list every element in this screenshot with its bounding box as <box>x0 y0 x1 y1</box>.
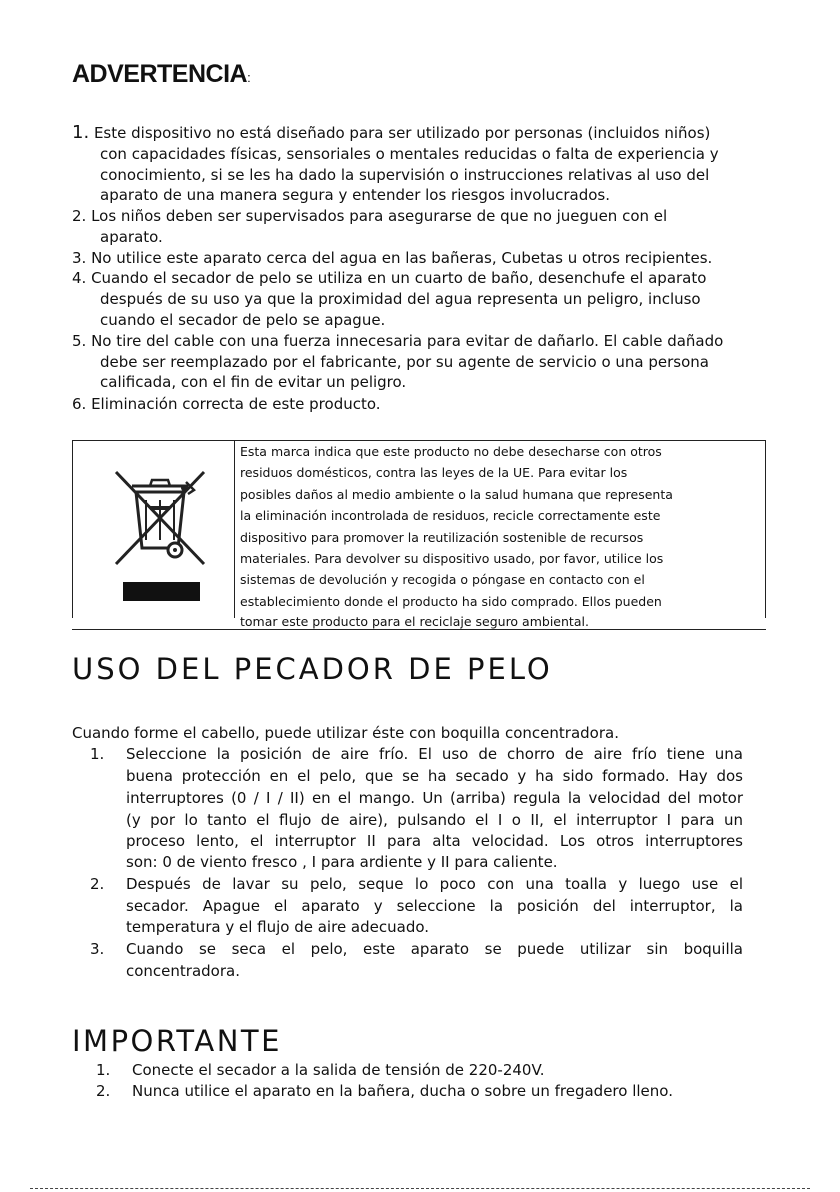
usage-item-line: son: 0 de viento fresco , I para ardiente y II para caliente. <box>126 853 558 871</box>
table-border-right <box>765 440 766 618</box>
warning-line <box>72 248 712 268</box>
disposal-text-line: posibles daños al medio ambiente o la salud humana que representa <box>240 487 673 502</box>
crossed-out-wheelie-bin-icon <box>110 468 210 604</box>
usage-item-line: secador. Apague el aparato y seleccione la posición del interruptor, la <box>126 897 743 915</box>
usage-item-number: 2. <box>90 875 105 893</box>
important-heading: IMPORTANTE <box>72 1024 282 1058</box>
usage-item-number: 1. <box>90 745 105 763</box>
usage-item-line: Cuando se seca el pelo, este aparato se puede utilizar sin boquilla <box>126 940 743 958</box>
warning-title: ADVERTENCIA <box>72 60 248 88</box>
important-item-number: 1. <box>96 1061 111 1079</box>
warning-line-number: 2. <box>72 207 87 225</box>
usage-item-line: temperatura y el flujo de aire adecuado. <box>126 918 430 936</box>
important-item-number: 2. <box>96 1082 111 1100</box>
warning-line: conocimiento, si se les ha dado la supervisión o instrucciones relativas al uso del <box>100 166 710 184</box>
warning-line: cuando el secador de pelo se apague. <box>100 311 386 329</box>
warning-line-text: Este dispositivo no está diseñado para ser utilizado por personas (incluidos niños) <box>89 124 711 142</box>
warning-colon: : <box>247 70 251 85</box>
page-bottom-rule <box>30 1188 810 1189</box>
warning-line-text: Cuando el secador de pelo se utiliza en un cuarto de baño, desenchufe el aparato <box>86 269 707 287</box>
warning-line-text: No tire del cable con una fuerza innecesaria para evitar de dañarlo. El cable dañado <box>86 332 724 350</box>
warning-line <box>72 394 381 414</box>
warning-line-text: No utilice este aparato cerca del agua en las bañeras, Cubetas u otros recipientes. <box>86 249 713 267</box>
warning-line-number: 1. <box>72 122 90 143</box>
warning-line: después de su uso ya que la proximidad del agua representa un peligro, incluso <box>100 290 701 308</box>
warning-line: con capacidades físicas, sensoriales o mentales reducidas o falta de experiencia y <box>100 145 719 163</box>
important-item-text: Nunca utilice el aparato en la bañera, ducha o sobre un fregadero lleno. <box>132 1082 673 1100</box>
warning-line <box>72 268 706 288</box>
usage-item-line: proceso lento, el interruptor II para alta velocidad. Los otros interruptores <box>126 832 743 850</box>
warning-line-number: 5. <box>72 332 87 350</box>
disposal-text-line: residuos domésticos, contra las leyes de la UE. Para evitar los <box>240 465 628 480</box>
table-divider <box>234 440 235 618</box>
usage-intro: Cuando forme el cabello, puede utilizar éste con boquilla concentradora. <box>72 724 619 742</box>
warning-heading <box>72 60 250 89</box>
warning-line: debe ser reemplazado por el fabricante, por su agente de servicio o una persona <box>100 353 709 371</box>
usage-heading: USO DEL PECADOR DE PELO <box>72 652 553 686</box>
disposal-text-line: establecimiento donde el producto ha sido comprado. Ellos pueden <box>240 594 662 609</box>
table-border-left <box>72 440 73 618</box>
disposal-text-line: materiales. Para devolver su dispositivo usado, por favor, utilice los <box>240 551 664 566</box>
usage-item-number: 3. <box>90 940 105 958</box>
disposal-text-line: Esta marca indica que este producto no debe desecharse con otros <box>240 444 662 459</box>
important-item-text: Conecte el secador a la salida de tensión de 220-240V. <box>132 1061 545 1079</box>
warning-line-text: Eliminación correcta de este producto. <box>86 395 381 413</box>
warning-line: aparato de una manera segura y entender los riesgos involucrados. <box>100 186 611 204</box>
usage-item-line: concentradora. <box>126 962 240 980</box>
warning-line <box>72 123 710 143</box>
warning-line: calificada, con el fin de evitar un peligro. <box>100 373 407 391</box>
warning-line <box>72 331 723 351</box>
disposal-text-line: sistemas de devolución y recogida o póngase en contacto con el <box>240 572 645 587</box>
usage-item-line: Después de lavar su pelo, seque lo poco con una toalla y luego use el <box>126 875 743 893</box>
warning-line-text: Los niños deben ser supervisados para asegurarse de que no jueguen con el <box>86 207 668 225</box>
usage-item-line: Seleccione la posición de aire frío. El uso de chorro de aire frío tiene una <box>126 745 743 763</box>
warning-line <box>72 206 667 226</box>
warning-line-number: 6. <box>72 395 87 413</box>
disposal-text-line: dispositivo para promover la reutilización sostenible de recursos <box>240 530 644 545</box>
warning-line-number: 4. <box>72 269 87 287</box>
warning-line-number: 3. <box>72 249 87 267</box>
disposal-text-line: la eliminación incontrolada de residuos, recicle correctamente este <box>240 508 661 523</box>
disposal-text-line: tomar este producto para el reciclaje seguro ambiental. <box>240 614 589 629</box>
usage-item-line: buena protección en el pelo, que se ha secado y ha sido formado. Hay dos <box>126 767 743 785</box>
warning-line: aparato. <box>100 228 163 246</box>
usage-item-line: interruptores (0 / I / II) en el mango. Un (arriba) regula la velocidad del motor <box>126 789 743 807</box>
usage-item-line: (y por lo tanto el flujo de aire), pulsando el I o II, el interruptor I para un <box>126 811 743 829</box>
